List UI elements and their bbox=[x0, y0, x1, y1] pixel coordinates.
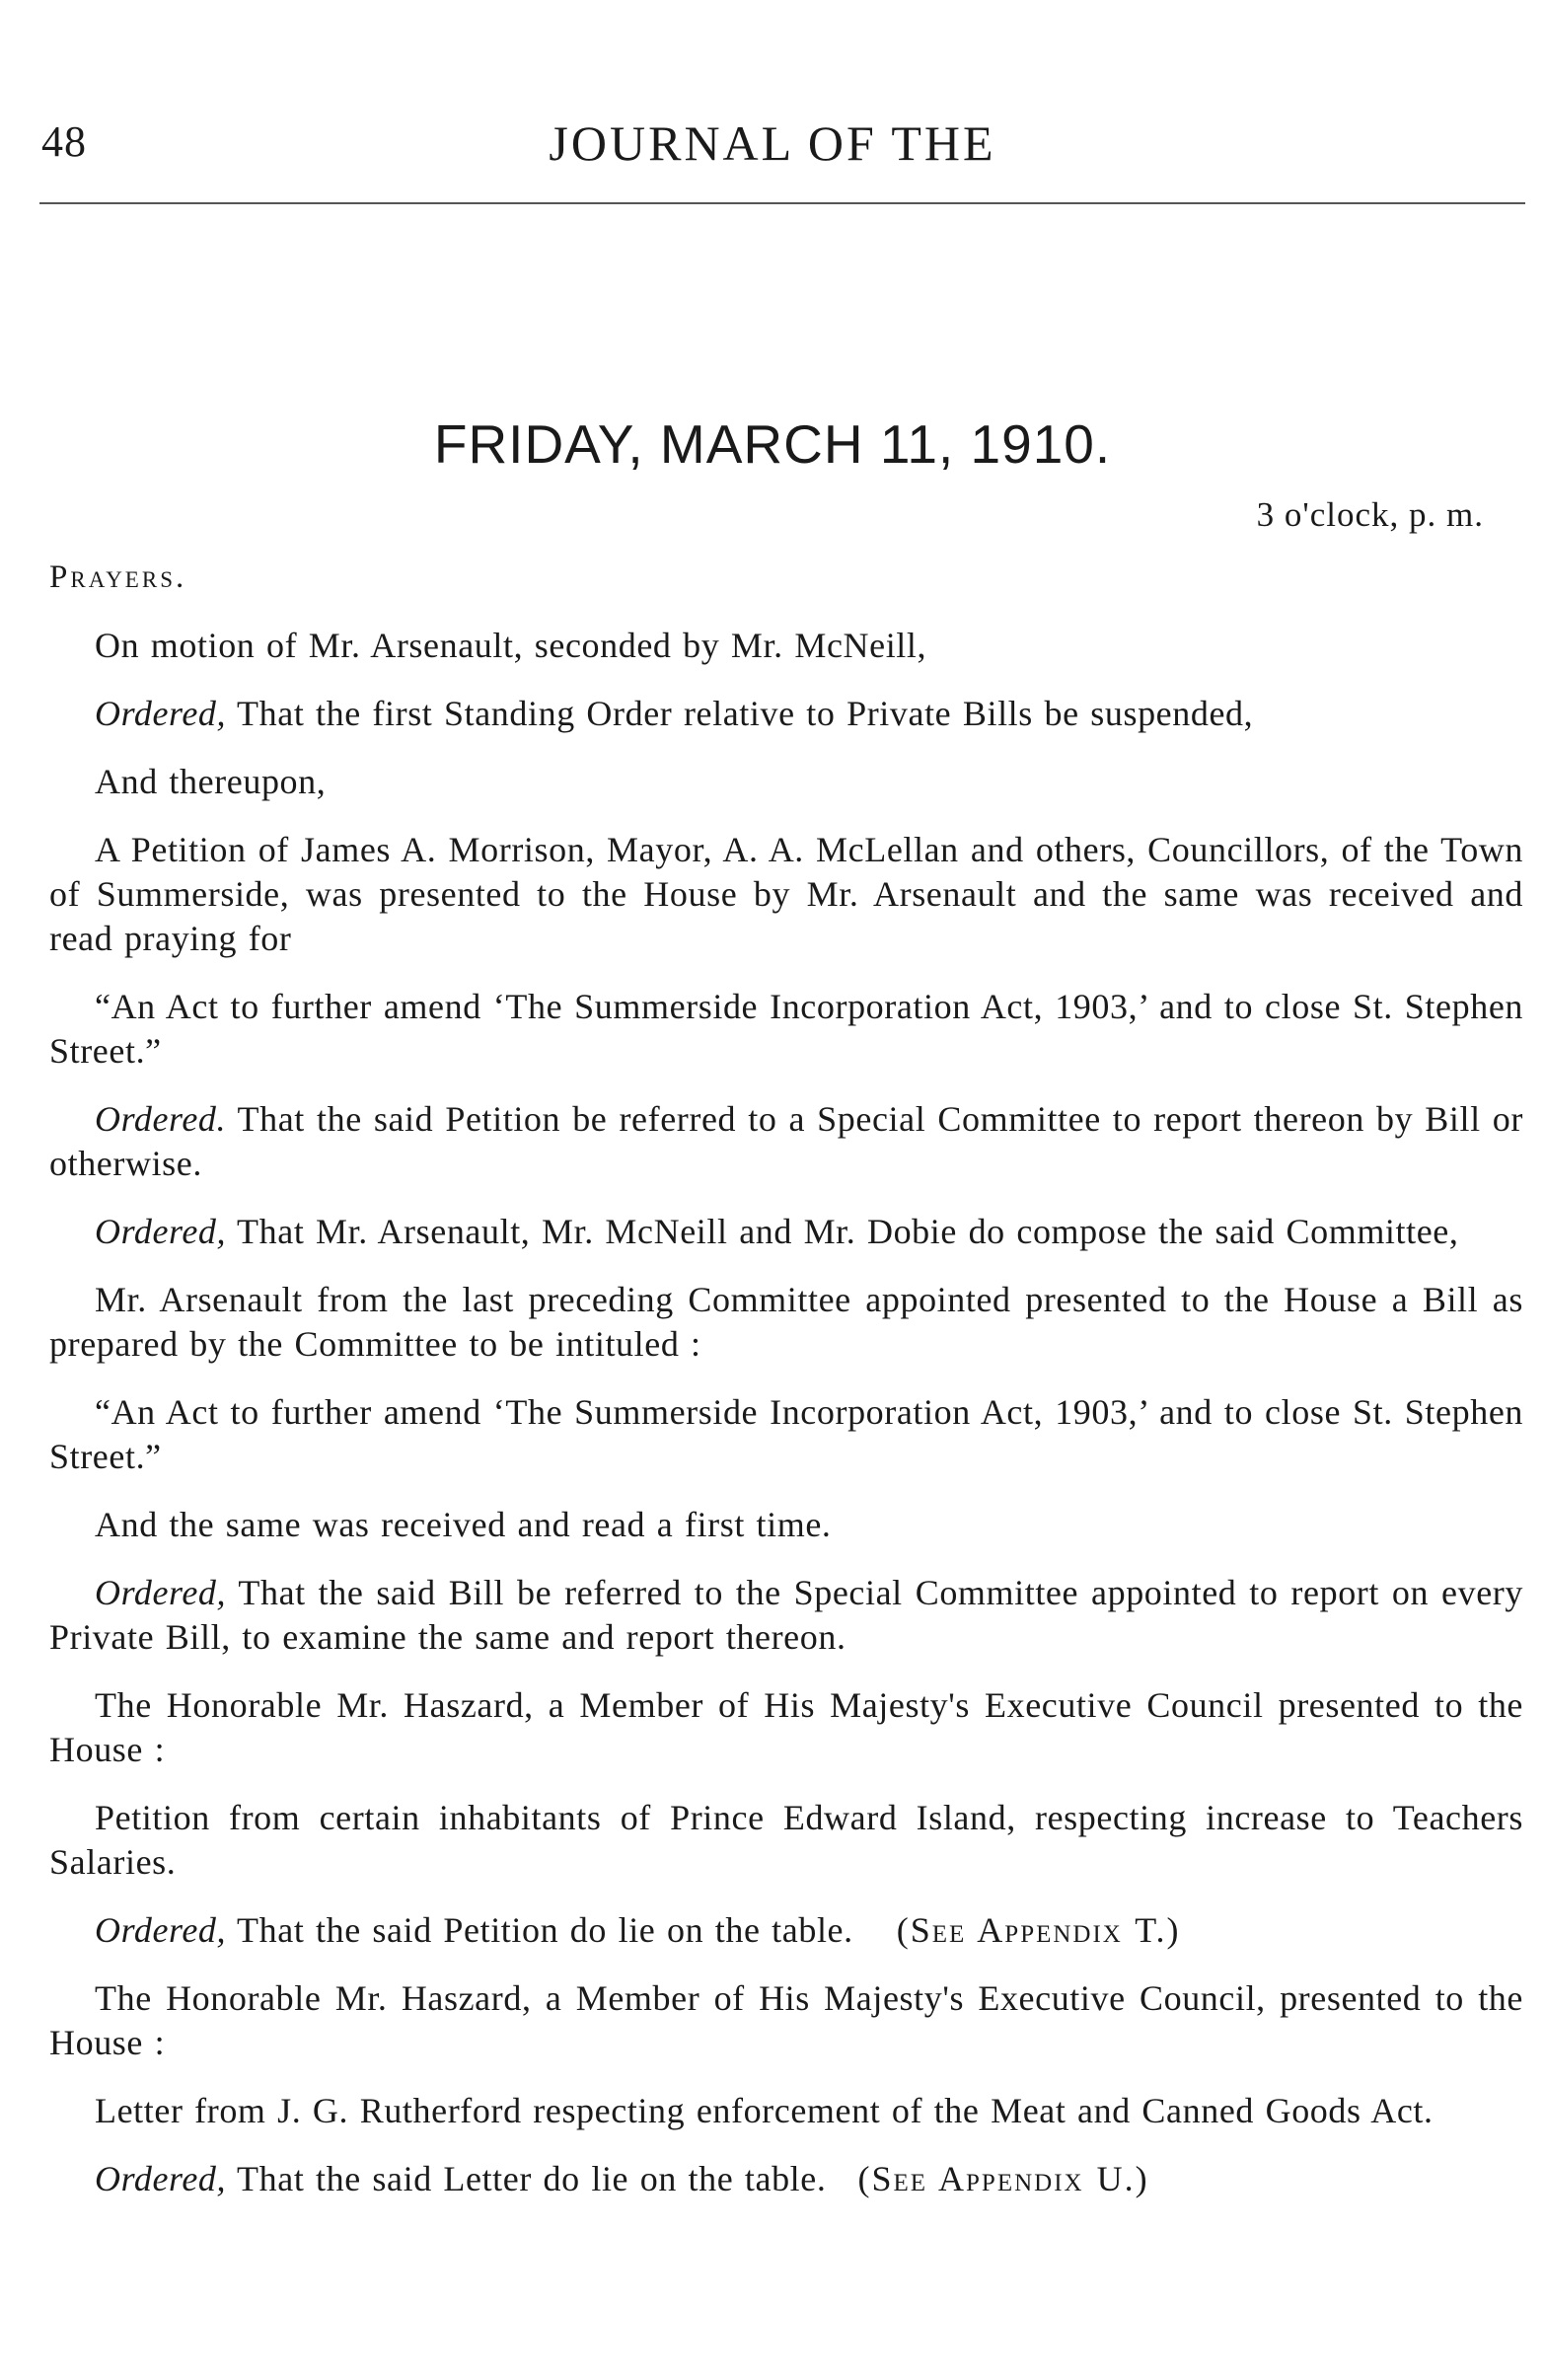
paragraph-petition bbox=[49, 828, 1523, 961]
ordered-lead: Ordered, bbox=[95, 1212, 227, 1251]
appendix-reference: (See Appendix T.) bbox=[896, 1910, 1181, 1950]
paragraph-text: That Mr. Arsenault, Mr. McNeill and Mr. Dobie do compose the said Committee, bbox=[226, 1212, 1459, 1251]
paragraph-motion bbox=[49, 624, 1523, 668]
paragraph-text: A Petition of James A. Morrison, Mayor, A. A. McLellan and others, Councillors, of the Town of Summerside, was presented to the House by Mr. Arsenault and the same was received and read praying for bbox=[49, 830, 1523, 958]
paragraph-first-reading bbox=[49, 1503, 1523, 1547]
paragraph-act-title bbox=[49, 985, 1523, 1074]
ordered-lead: Ordered, bbox=[95, 1573, 227, 1612]
header-rule bbox=[39, 202, 1525, 204]
paragraph-order-suspend bbox=[49, 692, 1523, 736]
paragraph-text: “An Act to further amend ‘The Summerside Incorporation Act, 1903,’ and to close St. Stephen Street.” bbox=[49, 987, 1523, 1071]
paragraph-order-letter-table bbox=[49, 2157, 1523, 2201]
paragraph-rutherford-letter bbox=[49, 2089, 1523, 2133]
paragraph-text: The Honorable Mr. Haszard, a Member of His Majesty's Executive Council, presented to the House : bbox=[49, 1978, 1523, 2062]
paragraph-thereupon bbox=[49, 760, 1523, 804]
prayers-heading: Prayers. bbox=[49, 559, 187, 595]
paragraph-order-refer-bill bbox=[49, 1571, 1523, 1660]
page-number: 48 bbox=[41, 117, 87, 166]
paragraph-order-refer-petition bbox=[49, 1097, 1523, 1186]
ordered-lead: Ordered, bbox=[95, 694, 227, 733]
journal-body bbox=[49, 624, 1523, 2225]
paragraph-text: Letter from J. G. Rutherford respecting enforcement of the Meat and Canned Goods Act. bbox=[95, 2091, 1434, 2130]
ordered-lead: Ordered, bbox=[95, 2159, 227, 2198]
paragraph-bill-title bbox=[49, 1390, 1523, 1479]
paragraph-haszard-2 bbox=[49, 1976, 1523, 2065]
paragraph-order-committee bbox=[49, 1210, 1523, 1254]
paragraph-bill-presented bbox=[49, 1278, 1523, 1367]
paragraph-text: That the said Petition be referred to a Special Committee to report thereon by Bill or otherwise. bbox=[49, 1099, 1523, 1183]
paragraph-text: And the same was received and read a first time. bbox=[95, 1505, 832, 1544]
paragraph-text: “An Act to further amend ‘The Summerside Incorporation Act, 1903,’ and to close St. Stephen Street.” bbox=[49, 1392, 1523, 1476]
paragraph-text: That the first Standing Order relative to Private Bills be suspended, bbox=[226, 694, 1254, 733]
paragraph-text: Mr. Arsenault from the last preceding Committee appointed presented to the House a Bill as prepared by the Committee to be intituled : bbox=[49, 1280, 1523, 1364]
paragraph-teachers-petition bbox=[49, 1796, 1523, 1885]
paragraph-text: The Honorable Mr. Haszard, a Member of His Majesty's Executive Council presented to the House : bbox=[49, 1685, 1523, 1769]
ordered-lead: Ordered, bbox=[95, 1910, 227, 1950]
paragraph-haszard-1 bbox=[49, 1683, 1523, 1772]
paragraph-text: On motion of Mr. Arsenault, seconded by Mr. McNeill, bbox=[95, 626, 927, 665]
paragraph-text: That the said Bill be referred to the Special Committee appointed to report on every Private Bill, to examine the same and report thereon. bbox=[49, 1573, 1523, 1657]
session-time: 3 o'clock, p. m. bbox=[1256, 495, 1484, 534]
paragraph-text: That the said Letter do lie on the table. bbox=[226, 2159, 827, 2198]
paragraph-text: Petition from certain inhabitants of Prince Edward Island, respecting increase to Teachers Salaries. bbox=[49, 1798, 1523, 1882]
paragraph-text: And thereupon, bbox=[95, 762, 327, 801]
session-date-heading: FRIDAY, MARCH 11, 1910. bbox=[433, 413, 1112, 475]
ordered-lead: Ordered. bbox=[95, 1099, 227, 1139]
running-head: JOURNAL OF THE bbox=[549, 115, 996, 171]
paragraph-text: That the said Petition do lie on the table. bbox=[226, 1910, 853, 1950]
appendix-reference: (See Appendix U.) bbox=[857, 2159, 1149, 2198]
paragraph-order-petition-table bbox=[49, 1908, 1523, 1953]
